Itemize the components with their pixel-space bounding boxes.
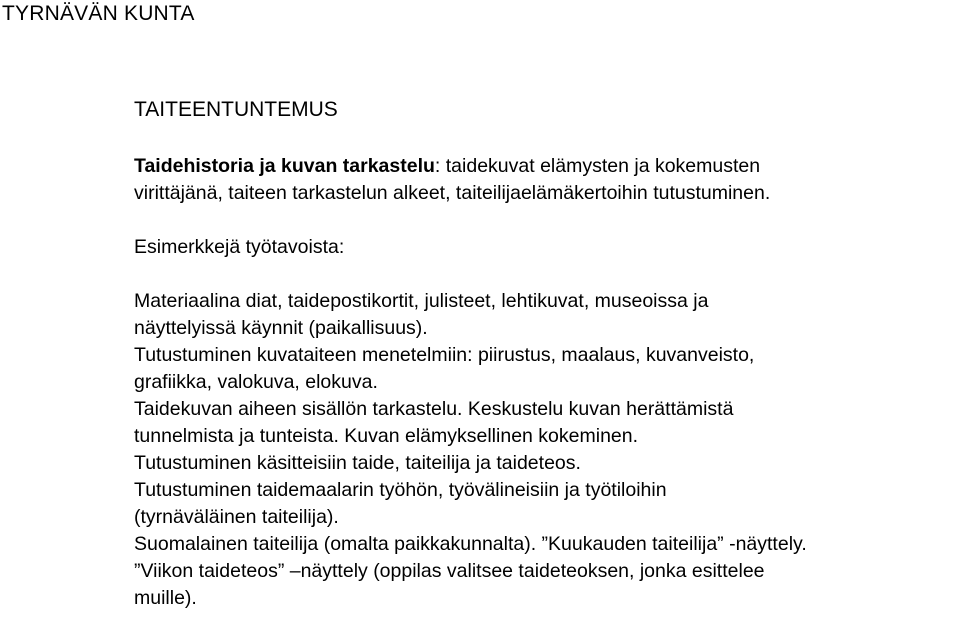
example-line: Tutustuminen käsitteisiin taide, taiteilija ja taideteos.: [134, 452, 581, 474]
examples-list: [134, 288, 960, 612]
example-line: Tutustuminen kuvataiteen menetelmiin: piirustus, maalaus, kuvanveisto,: [134, 344, 755, 366]
example-line: Suomalainen taiteilija (omalta paikkakunnalta). ”Kuukauden taiteilija” -näyttely.: [134, 533, 807, 555]
intro-line-1-rest: : taidekuvat elämysten ja kokemusten: [434, 155, 761, 177]
example-line: ”Viikon taideteos” –näyttely (oppilas valitsee taideteoksen, jonka esittelee: [134, 560, 765, 582]
example-line: muille).: [134, 587, 197, 609]
intro-bold-term: Taidehistoria ja kuvan tarkastelu: [134, 155, 435, 177]
examples-heading: Esimerkkejä työtavoista:: [134, 236, 345, 258]
example-line: tunnelmista ja tunteista. Kuvan elämyksellinen kokeminen.: [134, 425, 639, 447]
intro-line-2: virittäjänä, taiteen tarkastelun alkeet, taiteilijaelämäkertoihin tutustuminen.: [134, 182, 771, 204]
intro-line-1: [134, 153, 960, 180]
example-line: grafiikka, valokuva, elokuva.: [134, 371, 378, 393]
section-title: TAITEENTUNTEMUS: [134, 98, 338, 121]
example-line: Tutustuminen taidemaalarin työhön, työvälineisiin ja työtiloihin: [134, 479, 667, 501]
example-line: (tyrnäväläinen taiteilija).: [134, 506, 339, 528]
example-line: näyttelyissä käynnit (paikallisuus).: [134, 317, 428, 339]
example-line: Taidekuvan aiheen sisällön tarkastelu. Keskustelu kuvan herättämistä: [134, 398, 734, 420]
example-line: Materiaalina diat, taidepostikortit, julisteet, lehtikuvat, museoissa ja: [134, 290, 709, 312]
intro-paragraph: [134, 153, 960, 207]
page-header: TYRNÄVÄN KUNTA: [2, 2, 195, 25]
